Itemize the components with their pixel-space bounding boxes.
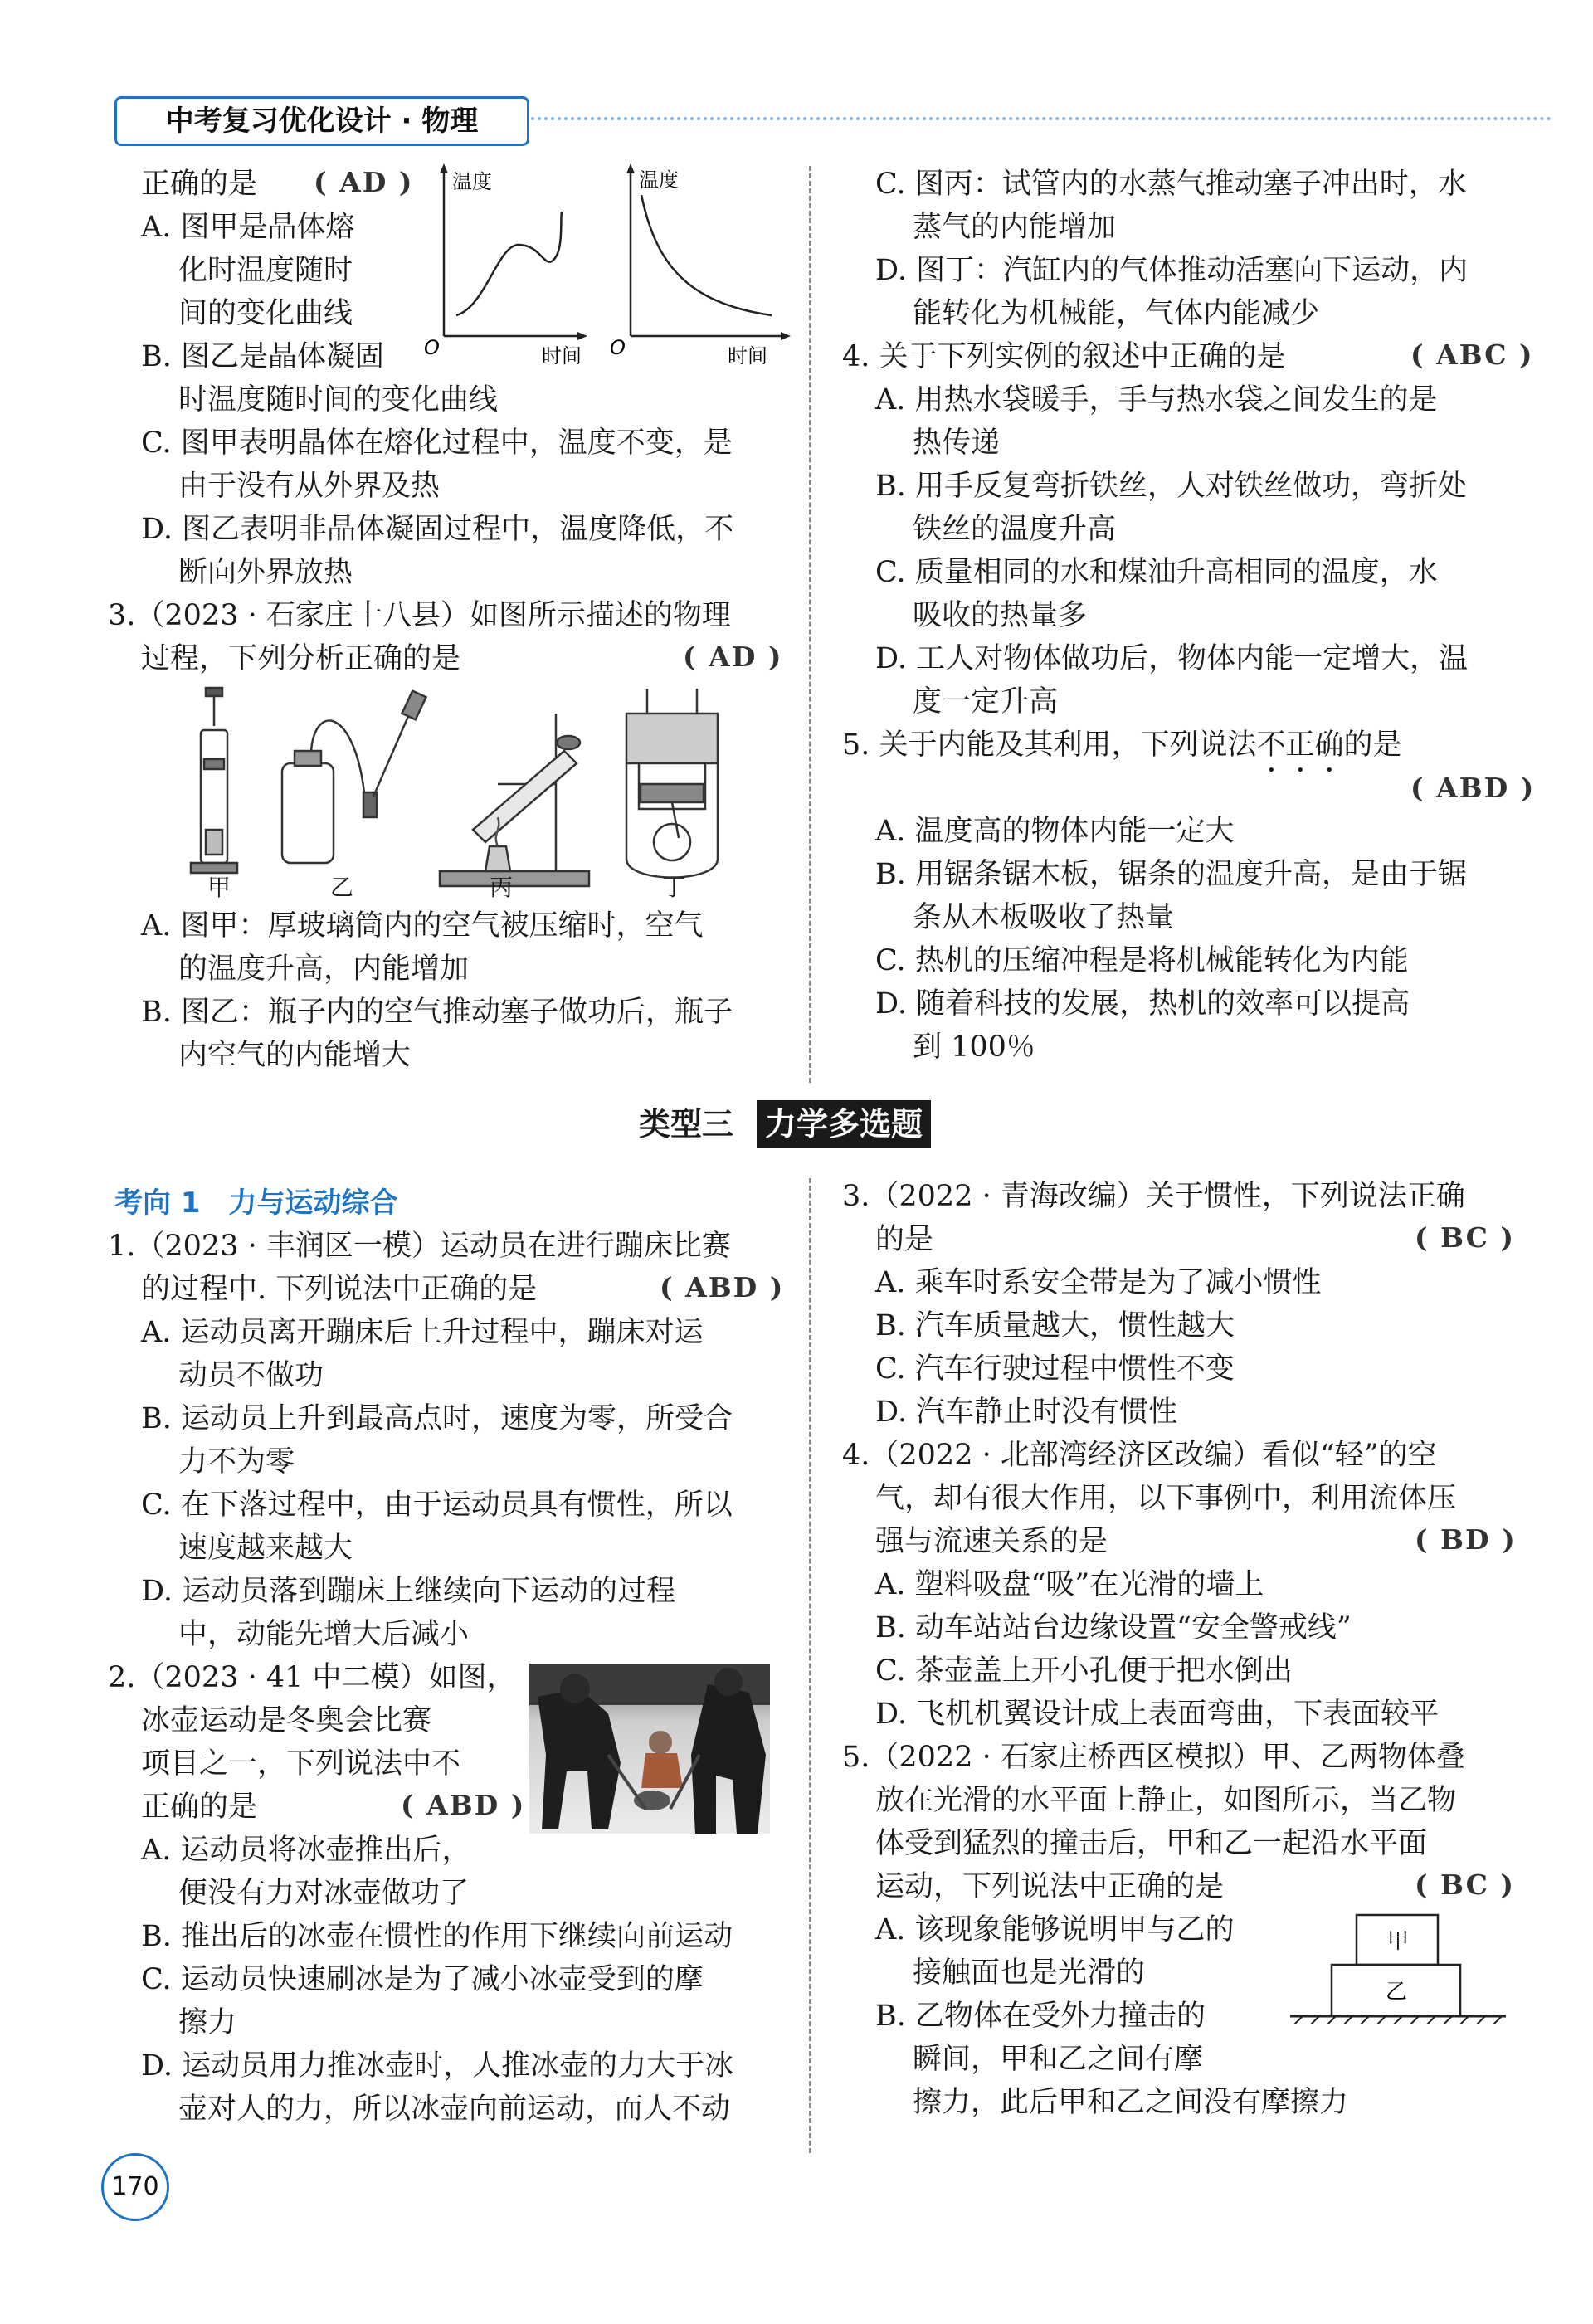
temperature-graphs [419,162,796,369]
q3-option-b-line2: 内空气的内能增大 [178,1039,412,1072]
graph-jia-x-label: 时间 [542,344,582,368]
mech-q3-option-b: B. 汽车质量越大，惯性越大 [875,1309,1235,1342]
mech-q2-option-b: B. 推出后的冰壶在惯性的作用下继续向前运动 [141,1920,733,1953]
mech-q1-option-b-line1: B. 运动员上升到最高点时，速度为零，所受合 [141,1402,733,1435]
mech-q1-stem-line1: 1.（2023 · 丰润区一模）运动员在进行蹦床比赛 [108,1230,731,1263]
mech-q1-option-d-line1: D. 运动员落到蹦床上继续向下运动的过程 [141,1575,676,1608]
mech-q5-option-b-line2: 瞬间，甲和乙之间有摩 [913,2043,1204,2076]
q2-option-d-line1: D. 图乙表明非晶体凝固过程中，温度降低，不 [141,513,734,546]
q2-option-d-line2: 断向外界放热 [178,556,353,589]
mech-q5-stem-line4: 运动，下列说法中正确的是 [875,1870,1225,1903]
mech-q1-option-d-line2: 中，动能先增大后减小 [178,1618,470,1651]
q2-answer: ( AD ) [314,166,414,198]
mech-q1-option-b-line2: 力不为零 [178,1445,295,1479]
q2-option-c-line1: C. 图甲表明晶体在熔化过程中，温度不变，是 [141,426,733,460]
q4-option-d-line1: D. 工人对物体做功后，物体内能一定增大，温 [875,642,1469,675]
mech-q4-option-a: A. 塑料吸盘“吸”在光滑的墙上 [875,1568,1264,1601]
column-divider-top [809,166,811,1083]
fig-caption-yi: 乙 [330,874,354,901]
q3-option-a-line2: 的温度升高，内能增加 [178,952,470,986]
fig-bing-test-tube-stand [440,714,589,886]
q4-option-b-line1: B. 用手反复弯折铁丝，人对铁丝做功，弯折处 [875,470,1467,503]
q2-option-b-line1: B. 图乙是晶体凝固 [141,340,384,373]
mech-q2-option-a-line1: A. 运动员将冰壶推出后， [141,1834,471,1867]
q2-stem-line: 正确的是 [141,168,258,201]
book-title-header: 中考复习优化设计 · 物理 [114,96,529,146]
subsection-heading: 考向 1 力与运动综合 [114,1186,398,1220]
section-heading [639,1100,931,1148]
mech-q1-stem-line2: 的过程中. 下列说法中正确的是 [141,1273,538,1306]
curling-photo [529,1664,770,1834]
mech-q5-option-b-line3: 擦力，此后甲和乙之间没有摩擦力 [913,2086,1349,2119]
graph-yi-origin: O [610,336,626,359]
graph-yi-y-label: 温度 [639,168,679,192]
graph-jia [424,163,587,368]
q4-option-b-line2: 铁丝的温度升高 [913,513,1117,546]
q3-option-c-line1: C. 图丙：试管内的水蒸气推动塞子冲出时，水 [875,168,1467,201]
mech-q1-option-a-line2: 动员不做功 [178,1359,324,1392]
q2-option-a-line2: 化时温度随时 [178,254,353,287]
mech-q5-stem-line3: 体受到猛烈的撞击后，甲和乙一起沿水平面 [875,1827,1428,1860]
q2-option-c-line2: 由于没有从外界及热 [178,470,441,503]
mech-q2-stem-line4: 正确的是 [141,1791,258,1824]
mech-q4-answer: ( BD ) [1415,1523,1517,1556]
mech-q1-option-a-line1: A. 运动员离开蹦床后上升过程中，蹦床对运 [141,1316,704,1349]
q4-option-a-line2: 热传递 [913,426,1001,460]
block-yi-label: 乙 [1386,1980,1408,2005]
mech-q2-stem-line2: 冰壶运动是冬奥会比赛 [141,1704,432,1737]
q3-stem-line1: 3.（2023 · 石家庄十八县）如图所示描述的物理 [108,599,731,632]
mech-q5-option-b-line1: B. 乙物体在受外力撞击的 [875,2000,1206,2033]
mech-q2-stem-line1: 2.（2023 · 41 中二模）如图， [108,1661,516,1694]
q4-option-c-line1: C. 质量相同的水和煤油升高相同的温度，水 [875,556,1438,589]
mech-q4-option-d: D. 飞机机翼设计成上表面弯曲，下表面较平 [875,1698,1440,1731]
q3-option-d-line1: D. 图丁：汽缸内的气体推动活塞向下运动，内 [875,254,1469,287]
mech-q5-answer: ( BC ) [1415,1868,1515,1901]
mech-q3-option-a: A. 乘车时系安全带是为了减小惯性 [875,1266,1322,1299]
section-title-tag: 力学多选题 [757,1100,931,1148]
mech-q2-option-c-line2: 擦力 [178,2006,237,2039]
q5-option-d-line1: D. 随着科技的发展，热机的效率可以提高 [875,987,1410,1021]
q3-option-d-line2: 能转化为机械能，气体内能减少 [913,297,1320,330]
mech-q3-stem-line2: 的是 [875,1223,934,1256]
q3-option-b-line1: B. 图乙：瓶子内的空气推动塞子做功后，瓶子 [141,996,733,1029]
mech-q5-option-a-line2: 接触面也是光滑的 [913,1956,1146,1990]
graph-yi-x-label: 时间 [728,344,767,368]
q3-option-a-line1: A. 图甲：厚玻璃筒内的空气被压缩时，空气 [141,909,704,943]
section-prefix: 类型三 [639,1106,734,1143]
fig-jia-compression-cylinder [191,688,237,873]
stacked-blocks-figure [1282,1908,1514,2024]
mech-q2-option-a-line2: 便没有力对冰壶做功了 [178,1877,470,1910]
graph-yi [610,163,791,368]
fig-caption-ding: 丁 [662,874,686,901]
mech-q5-stem-line1: 5.（2022 · 石家庄桥西区模拟）甲、乙两物体叠 [842,1741,1465,1774]
mech-q1-option-c-line1: C. 在下落过程中，由于运动员具有惯性，所以 [141,1488,733,1522]
mech-q2-stem-line3: 项目之一，下列说法中不 [141,1747,461,1781]
mech-q2-option-d-line1: D. 运动员用力推冰壶时，人推冰壶的力大于冰 [141,2049,734,2083]
q4-option-c-line2: 吸收的热量多 [913,599,1088,632]
q2-option-b-line2: 时温度随时间的变化曲线 [178,383,499,417]
q2-option-a-line1: A. 图甲是晶体熔 [141,211,355,244]
page-number: 170 [101,2153,169,2221]
fig-caption-bing: 丙 [490,874,514,901]
fig-caption-jia: 甲 [207,874,231,901]
q2-option-a-line3: 间的变化曲线 [178,297,353,330]
q4-answer: ( ABC ) [1410,339,1534,371]
q5-option-d-line2: 到 100％ [913,1030,1035,1064]
q5-stem [842,724,1402,779]
q4-option-a-line1: A. 用热水袋暖手，手与热水袋之间发生的是 [875,383,1438,417]
mech-q4-option-c: C. 茶壶盖上开小孔便于把水倒出 [875,1654,1293,1688]
q3-answer: ( AD ) [683,641,783,673]
mech-q4-stem-line1: 4.（2022 · 北部湾经济区改编）看似“轻”的空 [842,1439,1437,1472]
q5-option-b-line1: B. 用锯条锯木板，锯条的温度升高，是由于锯 [875,858,1467,891]
mech-q2-option-d-line2: 壶对人的力，所以冰壶向前运动，而人不动 [178,2093,731,2126]
q5-stem-emphasis: 不正确 [1256,728,1344,762]
mech-q2-answer: ( ABD ) [401,1789,526,1821]
graph-jia-origin: O [424,336,440,359]
mech-q3-option-d: D. 汽车静止时没有惯性 [875,1396,1178,1429]
q5-option-b-line2: 条从木板吸收了热量 [913,901,1175,934]
q5-option-a: A. 温度高的物体内能一定大 [875,815,1235,848]
q4-option-d-line2: 度一定升高 [913,685,1059,719]
fig-yi-bottle-pump [282,691,426,863]
header-dotted-rule [531,117,1552,120]
mech-q3-answer: ( BC ) [1415,1221,1515,1254]
q3-option-c-line2: 蒸气的内能增加 [913,211,1117,244]
q4-stem: 4. 关于下列实例的叙述中正确的是 [842,340,1286,373]
mech-q2-option-c-line1: C. 运动员快速刷冰是为了减小冰壶受到的摩 [141,1963,704,1996]
q3-stem-line2: 过程，下列分析正确的是 [141,642,461,675]
q5-answer: ( ABD ) [1410,772,1536,804]
graph-jia-y-label: 温度 [452,170,492,193]
mech-q3-stem-line1: 3.（2022 · 青海改编）关于惯性，下列说法正确 [842,1180,1465,1213]
mech-q3-option-c: C. 汽车行驶过程中惯性不变 [875,1352,1235,1386]
mech-q1-answer: ( ABD ) [660,1271,785,1303]
block-jia-label: 甲 [1387,1929,1410,1954]
q5-stem-post: 的是 [1343,728,1402,762]
mech-q5-stem-line2: 放在光滑的水平面上静止，如图所示，当乙物 [875,1784,1457,1817]
mech-q4-stem-line2: 气，却有很大作用，以下事例中，利用流体压 [875,1482,1457,1515]
mech-q5-option-a-line1: A. 该现象能够说明甲与乙的 [875,1913,1235,1946]
q5-stem-pre: 5. 关于内能及其利用，下列说法 [842,728,1257,762]
thermal-apparatus-figure [166,685,738,896]
q5-option-c: C. 热机的压缩冲程是将机械能转化为内能 [875,944,1409,977]
fig-ding-engine-cylinder [626,689,718,878]
column-divider-bottom [809,1178,811,2153]
mech-q4-stem-line3: 强与流速关系的是 [875,1525,1108,1558]
mech-q4-option-b: B. 动车站站台边缘设置“安全警戒线” [875,1611,1352,1644]
mech-q1-option-c-line2: 速度越来越大 [178,1532,353,1565]
